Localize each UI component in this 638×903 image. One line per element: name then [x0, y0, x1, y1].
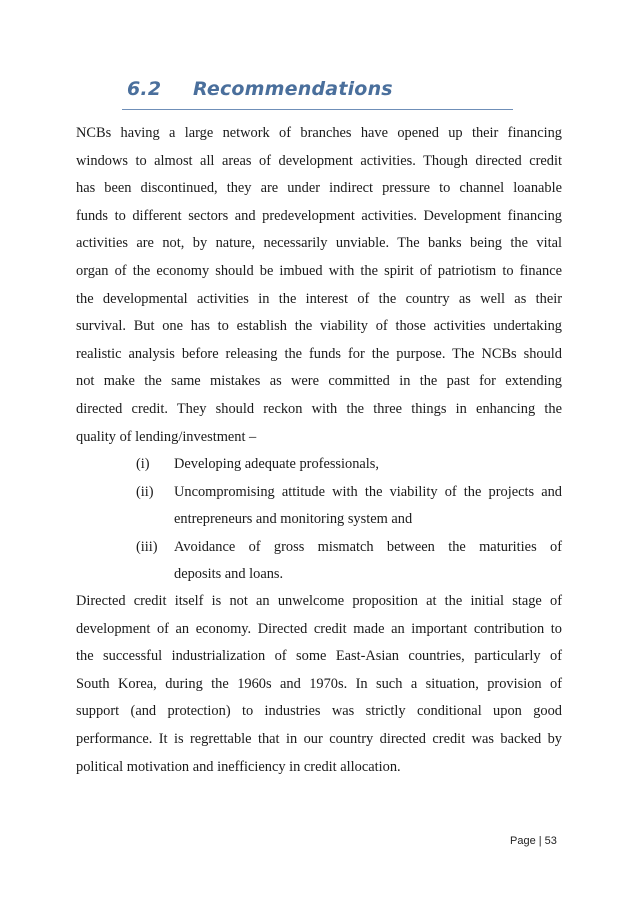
heading-underline — [122, 109, 513, 110]
section-heading — [127, 78, 393, 100]
paragraph-line: realistic analysis before releasing the funds for the purpose. The NCBs should — [76, 345, 562, 362]
paragraph-line: survival. But one has to establish the viability of those activities undertaking — [76, 318, 562, 335]
list-marker: (i) — [136, 456, 150, 472]
paragraph-line: Directed credit itself is not an unwelcome proposition at the initial stage of — [76, 593, 562, 609]
list-marker: (iii) — [136, 538, 158, 555]
list-item — [76, 451, 562, 479]
list-marker: (ii) — [136, 483, 154, 500]
paragraph-line: activities are not, by nature, necessarily unviable. The banks being the vital — [76, 235, 562, 252]
paragraph-2 — [76, 588, 562, 781]
page-number: Page | 53 — [510, 835, 557, 847]
paragraph-line: the successful industrialization of some East-Asian countries, particularly of — [76, 648, 562, 665]
list-item-continuation — [76, 506, 562, 534]
paragraph-line: South Korea, during the 1960s and 1970s. In such a situation, provision of — [76, 675, 562, 692]
paragraph-line: support (and protection) to industries was strictly conditional upon good — [76, 703, 562, 720]
list-item-text: deposits and loans. — [174, 566, 284, 583]
paragraph-1 — [76, 120, 562, 451]
list-item-continuation — [76, 561, 562, 589]
section-title: Recommendations — [193, 78, 393, 100]
paragraph-line: windows to almost all areas of development activities. Though directed credit — [76, 152, 562, 169]
paragraph-line: funds to different sectors and predevelopment activities. Development financing — [76, 207, 562, 224]
list-item-text: Uncompromising attitude with the viability of the projects and — [174, 483, 562, 500]
section-number: 6.2 — [127, 78, 162, 100]
paragraph-line: the developmental activities in the interest of the country as well as their — [76, 290, 562, 307]
paragraph-line: performance. It is regrettable that in our country directed credit was backed by — [76, 730, 562, 747]
list-item-text: entrepreneurs and monitoring system and — [174, 511, 413, 528]
paragraph-line: political motivation and inefficiency in credit allocation. — [76, 758, 401, 775]
paragraph-line: development of an economy. Directed credit made an important contribution to — [76, 620, 562, 637]
paragraph-line: not make the same mistakes as were committed in the past for extending — [76, 373, 562, 390]
list-item — [76, 479, 562, 507]
list-item-text: Avoidance of gross mismatch between the maturities of — [174, 538, 562, 555]
paragraph-line: directed credit. They should reckon with the three things in enhancing the — [76, 400, 562, 417]
paragraph-line: quality of lending/investment – — [76, 428, 257, 445]
recommendation-list — [76, 451, 562, 589]
paragraph-line: has been discontinued, they are under indirect pressure to channel loanable — [76, 180, 562, 197]
list-item — [76, 534, 562, 562]
list-item-text: Developing adequate professionals, — [174, 456, 380, 472]
paragraph-line: organ of the economy should be imbued with the spirit of patriotism to finance — [76, 262, 562, 279]
paragraph-line: NCBs having a large network of branches have opened up their financing — [76, 125, 562, 141]
